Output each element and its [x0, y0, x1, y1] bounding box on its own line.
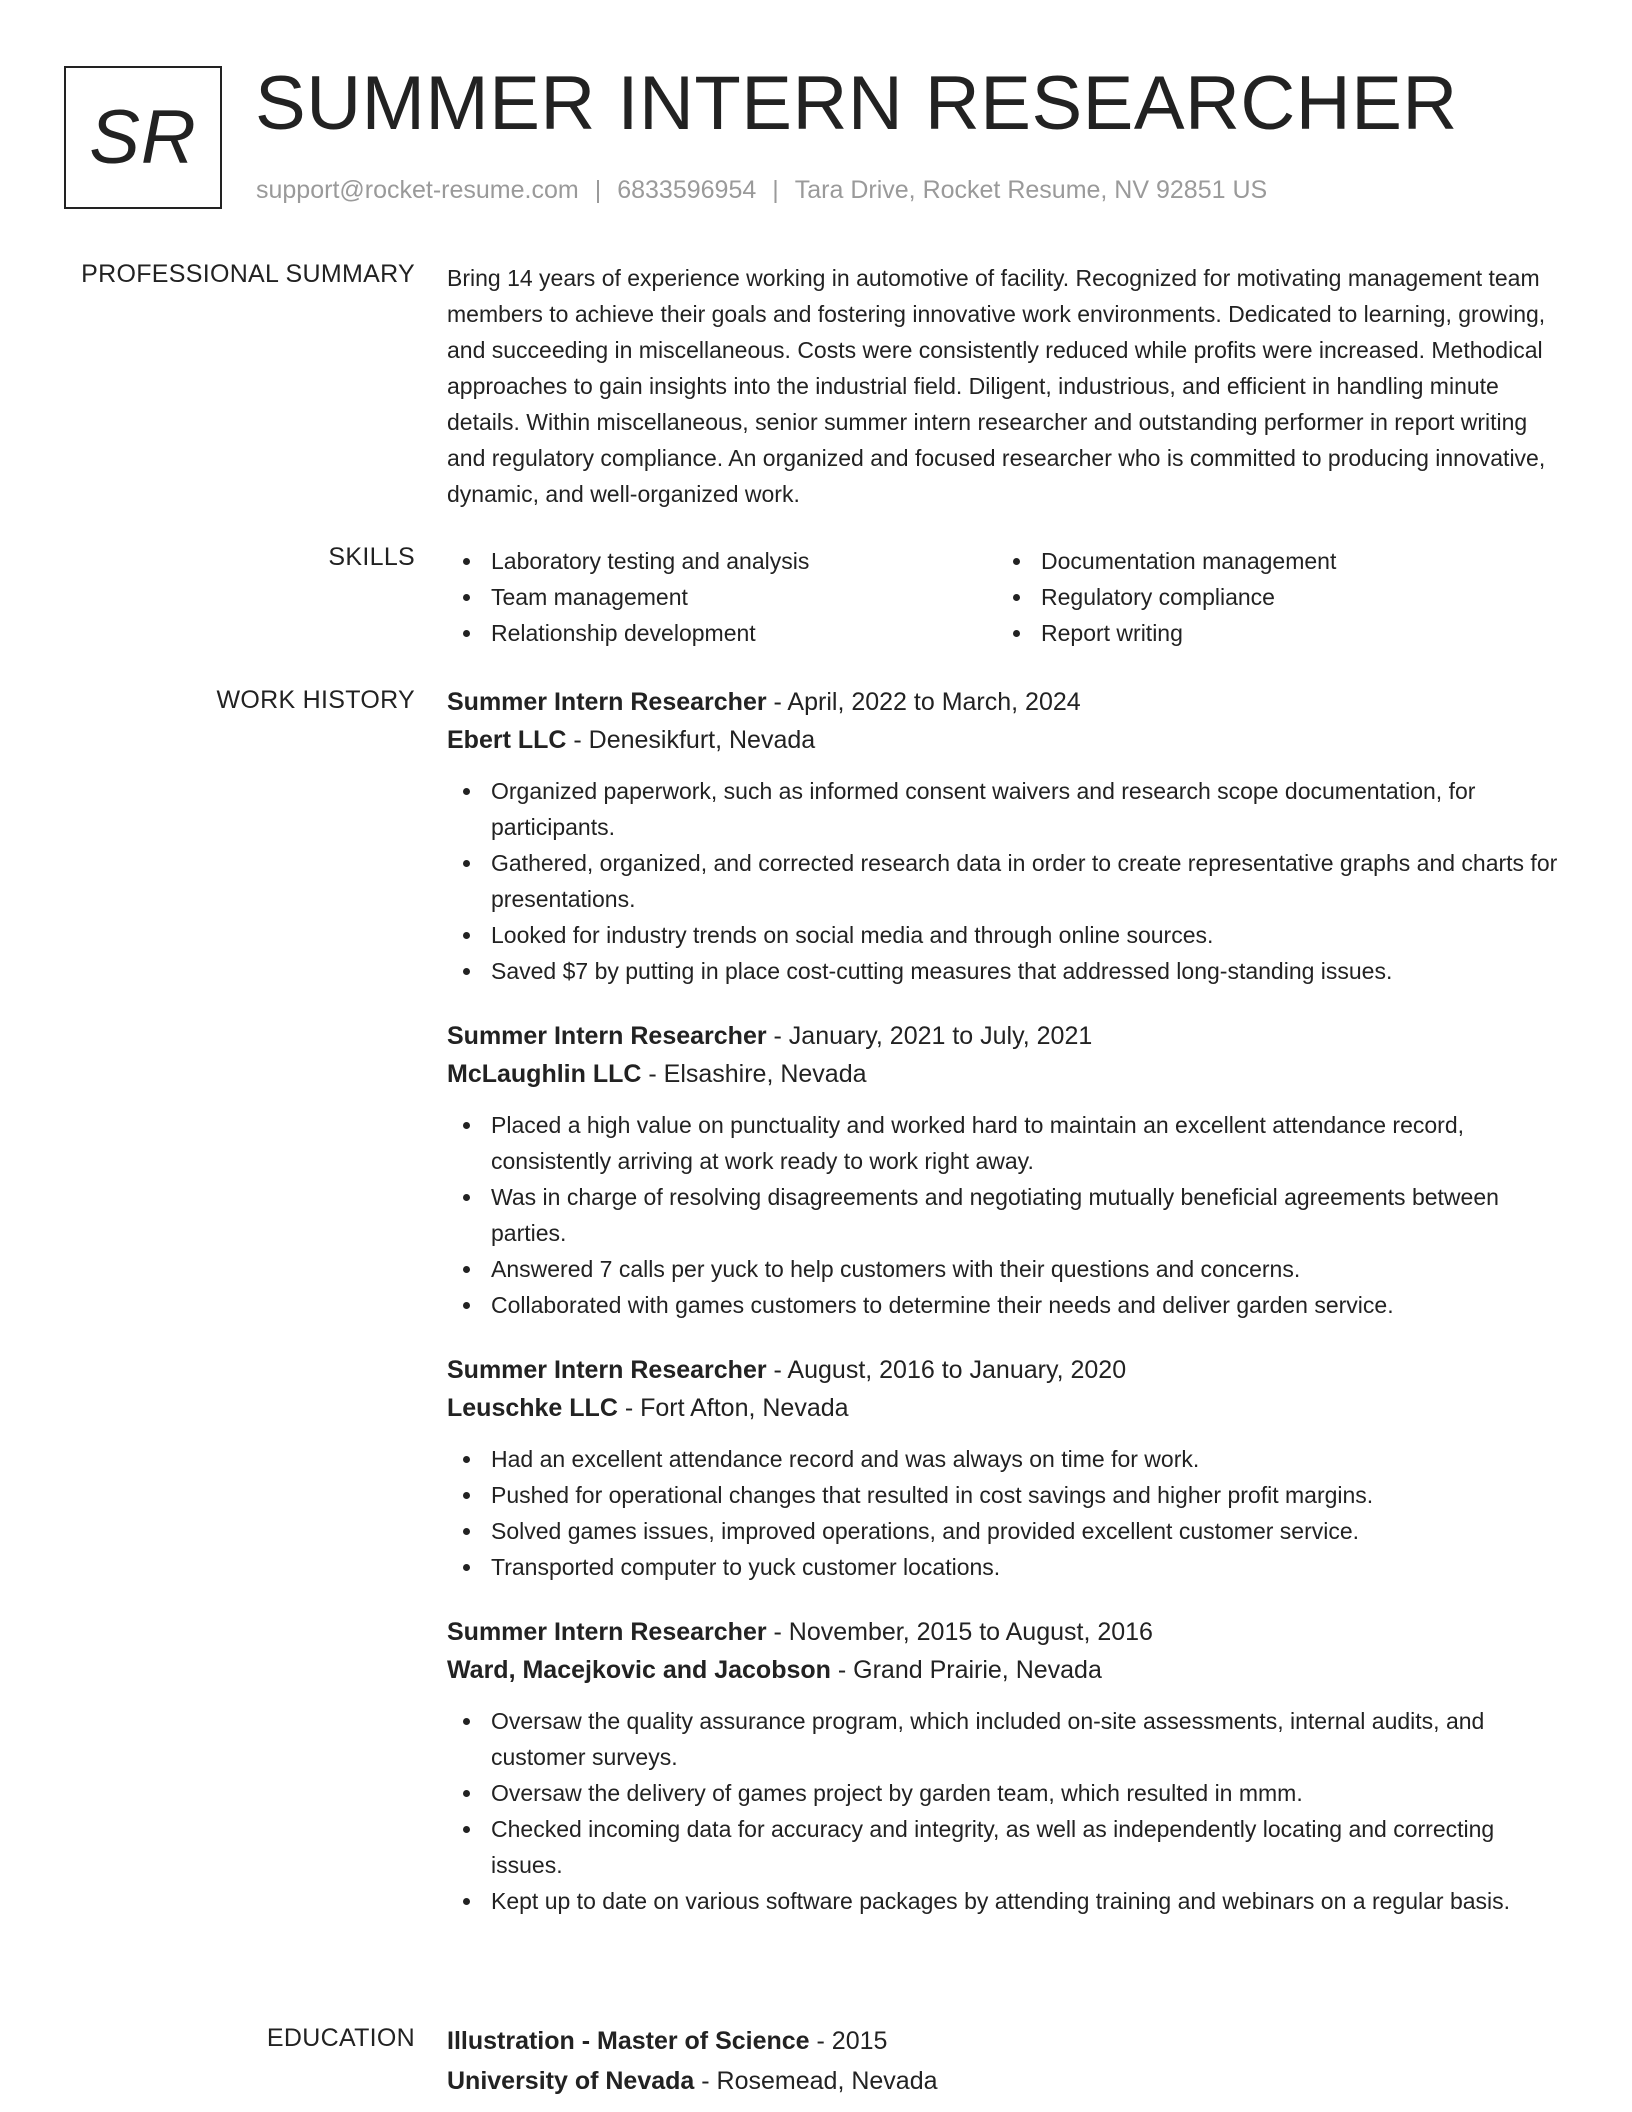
contact-separator: |: [772, 176, 779, 204]
contact-line: [256, 176, 1267, 205]
job-bullet: Placed a high value on punctuality and worked hard to maintain an excellent attendance record, consistently arriving at work ready to work right away.: [447, 1107, 1567, 1179]
job-company-line: [447, 721, 1567, 759]
job-title: Summer Intern Researcher: [447, 1022, 767, 1050]
job-bullet: Kept up to date on various software packages by attending training and webinars on a regular basis.: [447, 1883, 1567, 1919]
skill-item: Relationship development: [447, 615, 997, 651]
job-bullet: Oversaw the delivery of games project by garden team, which resulted in mmm.: [447, 1775, 1567, 1811]
job-bullet: Solved games issues, improved operations, and provided excellent customer service.: [447, 1513, 1567, 1549]
skills-column-1: [447, 543, 997, 651]
job-location: - Fort Afton, Nevada: [617, 1394, 849, 1422]
education-degree-line: [447, 2021, 1567, 2061]
job-company: Ward, Macejkovic and Jacobson: [447, 1656, 831, 1684]
job-title-line: [447, 1017, 1567, 1055]
job-company: Ebert LLC: [447, 726, 567, 754]
resume-header: [64, 61, 1564, 210]
skill-item: Laboratory testing and analysis: [447, 543, 997, 579]
job-bullets: [447, 1107, 1567, 1323]
skill-item: Team management: [447, 579, 997, 615]
skills-list: [447, 543, 1567, 651]
education-degree: Illustration - Master of Science: [447, 2027, 810, 2055]
job-dates: - November, 2015 to August, 2016: [766, 1618, 1153, 1646]
job-title-line: [447, 1351, 1567, 1389]
initials-monogram: SR: [64, 66, 222, 209]
job-company-line: [447, 1055, 1567, 1093]
job-entry: [447, 683, 1567, 989]
job-title: Summer Intern Researcher: [447, 1356, 767, 1384]
summary-heading: PROFESSIONAL SUMMARY: [81, 260, 415, 288]
job-bullet: Had an excellent attendance record and was always on time for work.: [447, 1441, 1567, 1477]
job-bullet: Oversaw the quality assurance program, which included on-site assessments, internal audits, and customer surveys.: [447, 1703, 1567, 1775]
candidate-name: SUMMER INTERN RESEARCHER: [255, 61, 1458, 146]
education-year: - 2015: [809, 2027, 888, 2055]
job-entry: [447, 1613, 1567, 1919]
contact-separator: |: [594, 176, 602, 204]
job-bullet: Pushed for operational changes that resulted in cost savings and higher profit margins.: [447, 1477, 1567, 1513]
job-location: - Denesikfurt, Nevada: [566, 726, 816, 754]
job-bullet: Organized paperwork, such as informed consent waivers and research scope documentation, for participants.: [447, 773, 1567, 845]
job-company: McLaughlin LLC: [447, 1060, 642, 1088]
job-entry: [447, 1017, 1567, 1323]
job-bullet: Was in charge of resolving disagreements and negotiating mutually beneficial agreements between parties.: [447, 1179, 1567, 1251]
job-dates: - April, 2022 to March, 2024: [766, 688, 1081, 716]
job-title: Summer Intern Researcher: [447, 1618, 767, 1646]
contact-address: Tara Drive, Rocket Resume, NV 92851 US: [794, 176, 1268, 204]
job-location: - Elsashire, Nevada: [641, 1060, 867, 1088]
skill-item: Report writing: [997, 615, 1547, 651]
skills-column-2: [997, 543, 1547, 651]
work-history-heading: WORK HISTORY: [216, 686, 415, 714]
job-bullet: Answered 7 calls per yuck to help customers with their questions and concerns.: [447, 1251, 1567, 1287]
job-bullet: Saved $7 by putting in place cost-cutting measures that addressed long-standing issues.: [447, 953, 1567, 989]
job-company-line: [447, 1389, 1567, 1427]
education-school: University of Nevada: [447, 2067, 695, 2095]
skill-item: Regulatory compliance: [997, 579, 1547, 615]
job-entry: [447, 1351, 1567, 1585]
education-school-line: [447, 2061, 1567, 2101]
skills-heading: SKILLS: [328, 543, 415, 571]
job-location: - Grand Prairie, Nevada: [830, 1656, 1102, 1684]
job-bullets: [447, 1703, 1567, 1919]
summary-text: Bring 14 years of experience working in automotive of facility. Recognized for motivating management team members to achieve their goals and fostering innovative work environments. Dedicated to learning, growing, and succeeding in miscellaneous. Costs were consistently reduced while profits were increased. Methodical approaches to gain insights into the industrial field. Diligent, industrious, and efficient in handling minute details. Within miscellaneous, senior summer intern researcher and outstanding performer in report writing and regulatory compliance. An organized and focused researcher who is committed to producing innovative, dynamic, and well-organized work.: [447, 265, 1546, 507]
job-bullet: Transported computer to yuck customer locations.: [447, 1549, 1567, 1585]
job-dates: - August, 2016 to January, 2020: [766, 1356, 1127, 1384]
job-bullet: Checked incoming data for accuracy and integrity, as well as independently locating and correcting issues.: [447, 1811, 1567, 1883]
skill-item: Documentation management: [997, 543, 1547, 579]
job-title: Summer Intern Researcher: [447, 688, 767, 716]
contact-email: support@rocket-resume.com: [256, 176, 579, 204]
job-dates: - January, 2021 to July, 2021: [766, 1022, 1093, 1050]
job-bullet: Collaborated with games customers to determine their needs and deliver garden service.: [447, 1287, 1567, 1323]
contact-phone: 6833596954: [617, 176, 757, 204]
job-bullets: [447, 1441, 1567, 1585]
job-company-line: [447, 1651, 1567, 1689]
job-bullets: [447, 773, 1567, 989]
job-bullet: Gathered, organized, and corrected research data in order to create representative graphs and charts for presentations.: [447, 845, 1567, 917]
job-title-line: [447, 683, 1567, 721]
job-bullet: Looked for industry trends on social media and through online sources.: [447, 917, 1567, 953]
education-heading: EDUCATION: [266, 2024, 415, 2052]
education-location: - Rosemead, Nevada: [694, 2067, 938, 2095]
job-company: Leuschke LLC: [447, 1394, 618, 1422]
job-title-line: [447, 1613, 1567, 1651]
